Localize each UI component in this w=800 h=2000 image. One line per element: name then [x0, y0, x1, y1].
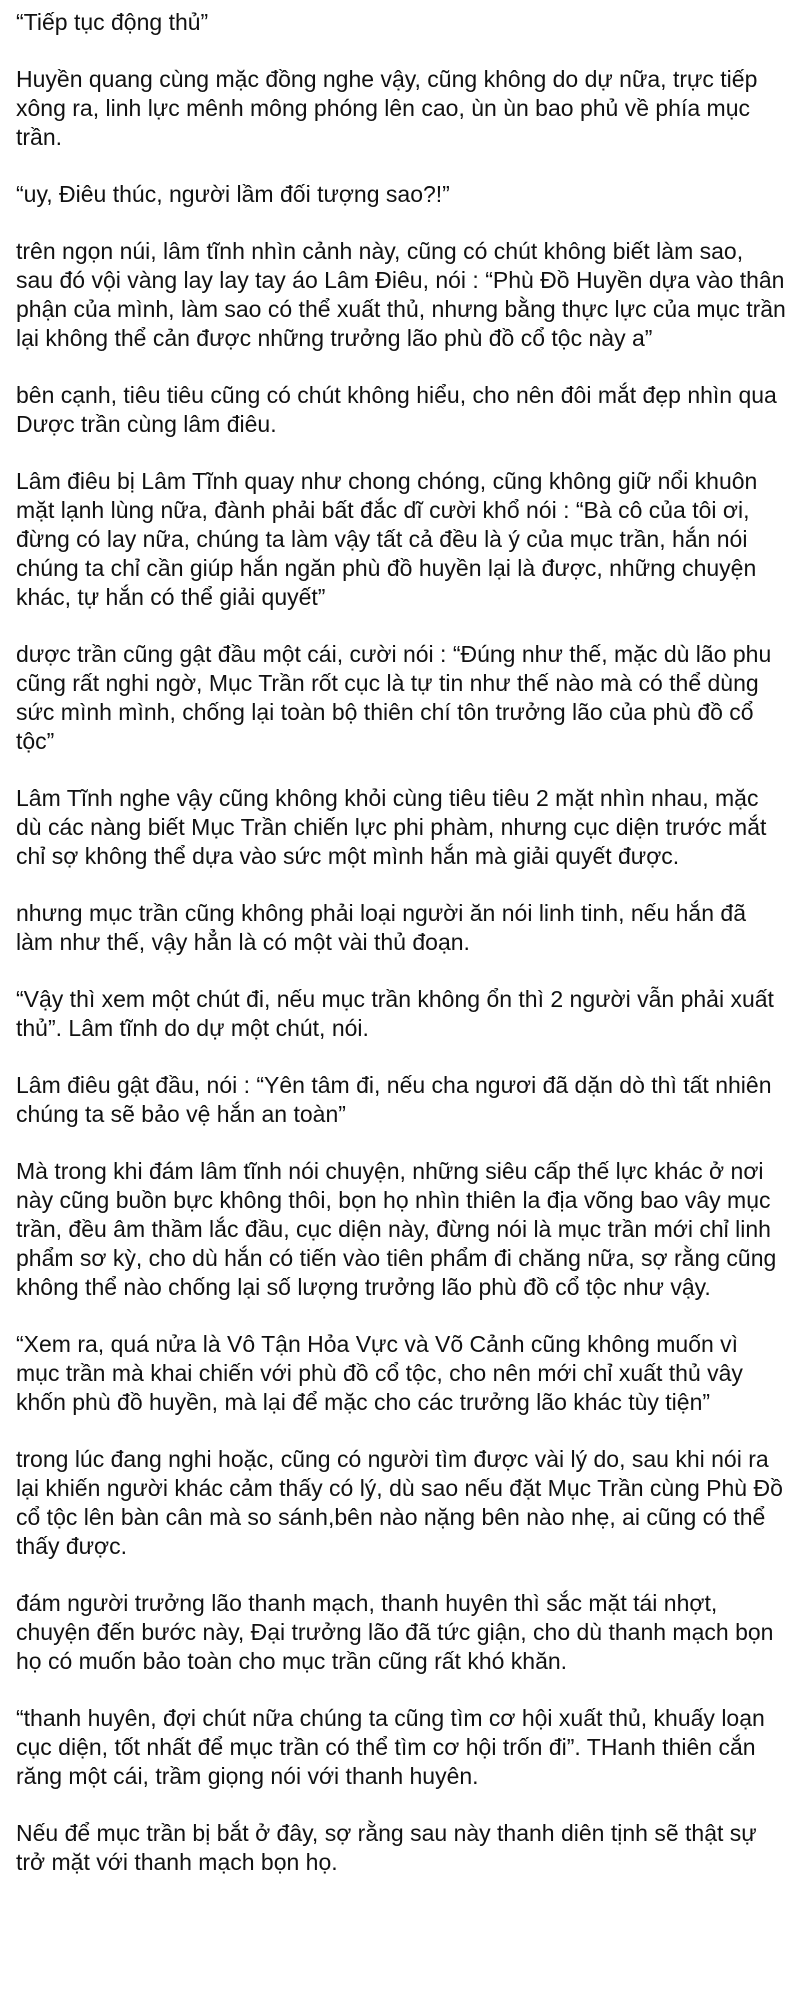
paragraph: Lâm điêu gật đầu, nói : “Yên tâm đi, nếu cha ngươi đã dặn dò thì tất nhiên chúng ta sẽ bảo vệ hắn an toàn” [16, 1072, 772, 1127]
document-body [16, 0, 786, 1905]
paragraph: “Vậy thì xem một chút đi, nếu mục trần không ổn thì 2 người vẫn phải xuất thủ”. Lâm tĩnh do dự một chút, nói. [16, 986, 774, 1041]
paragraph: trong lúc đang nghi hoặc, cũng có người tìm được vài lý do, sau khi nói ra lại khiến người khác cảm thấy có lý, dù sao nếu đặt Mục Trần cùng Phù Đồ cổ tộc lên bàn cân mà so sánh,bên nào nặng bên nào nhẹ, ai cũng có thể thấy được. [16, 1446, 783, 1559]
paragraph: “Tiếp tục động thủ” [16, 9, 209, 35]
paragraph: bên cạnh, tiêu tiêu cũng có chút không hiểu, cho nên đôi mắt đẹp nhìn qua Dược trần cùng lâm điêu. [16, 382, 777, 437]
paragraph: “thanh huyên, đợi chút nữa chúng ta cũng tìm cơ hội xuất thủ, khuấy loạn cục diện, tốt nhất để mục trần có thể tìm cơ hội trốn đi”. THanh thiên cắn răng một cái, trầm giọng nói với thanh huyên. [16, 1705, 765, 1789]
paragraph: nhưng mục trần cũng không phải loại người ăn nói linh tinh, nếu hắn đã làm như thế, vậy hẳn là có một vài thủ đoạn. [16, 900, 746, 955]
paragraph: “Xem ra, quá nửa là Vô Tận Hỏa Vực và Võ Cảnh cũng không muốn vì mục trần mà khai chiến với phù đồ cổ tộc, cho nên mới chỉ xuất thủ vây khốn phù đồ huyền, mà lại để mặc cho các trưởng lão khác tùy tiện” [16, 1331, 743, 1415]
paragraph: dược trần cũng gật đầu một cái, cười nói : “Đúng như thế, mặc dù lão phu cũng rất nghi ngờ, Mục Trần rốt cục là tự tin như thế nào mà có thể dùng sức mình mình, chống lại toàn bộ thiên chí tôn trưởng lão của phù đồ cổ tộc” [16, 641, 772, 754]
paragraph: Nếu để mục trần bị bắt ở đây, sợ rằng sau này thanh diên tịnh sẽ thật sự trở mặt với thanh mạch bọn họ. [16, 1820, 757, 1875]
paragraph: “uy, Điêu thúc, người lầm đối tượng sao?!” [16, 181, 450, 207]
paragraph: đám người trưởng lão thanh mạch, thanh huyên thì sắc mặt tái nhợt, chuyện đến bước này, Đại trưởng lão đã tức giận, cho dù thanh mạch bọn họ có muốn bảo toàn cho mục trần cũng rất khó khăn. [16, 1590, 774, 1674]
paragraph: Huyền quang cùng mặc đồng nghe vậy, cũng không do dự nữa, trực tiếp xông ra, linh lực mênh mông phóng lên cao, ùn ùn bao phủ về phía mục trần. [16, 66, 758, 150]
paragraph: trên ngọn núi, lâm tĩnh nhìn cảnh này, cũng có chút không biết làm sao, sau đó vội vàng lay lay tay áo Lâm Điêu, nói : “Phù Đồ Huyền dựa vào thân phận của mình, làm sao có thể xuất thủ, nhưng bằng thực lực của mục trần lại không thể cản được những trưởng lão phù đồ cổ tộc này a” [16, 238, 786, 351]
paragraph: Mà trong khi đám lâm tĩnh nói chuyện, những siêu cấp thế lực khác ở nơi này cũng buồn bực không thôi, bọn họ nhìn thiên la địa võng bao vây mục trần, đều âm thầm lắc đầu, cục diện này, đừng nói là mục trần mới chỉ linh phẩm sơ kỳ, cho dù hắn có tiến vào tiên phẩm đi chăng nữa, sợ rằng cũng không thể nào chống lại số lượng trưởng lão phù đồ cổ tộc như vậy. [16, 1158, 777, 1300]
paragraph: Lâm Tĩnh nghe vậy cũng không khỏi cùng tiêu tiêu 2 mặt nhìn nhau, mặc dù các nàng biết Mục Trần chiến lực phi phàm, nhưng cục diện trước mắt chỉ sợ không thể dựa vào sức một mình hắn mà giải quyết được. [16, 785, 767, 869]
paragraph: Lâm điêu bị Lâm Tĩnh quay như chong chóng, cũng không giữ nổi khuôn mặt lạnh lùng nữa, đành phải bất đắc dĩ cười khổ nói : “Bà cô của tôi ơi, đừng có lay nữa, chúng ta làm vậy tất cả đều là ý của mục trần, hắn nói chúng ta chỉ cần giúp hắn ngăn phù đồ huyền lại là được, những chuyện khác, tự hắn có thể giải quyết” [16, 468, 758, 610]
